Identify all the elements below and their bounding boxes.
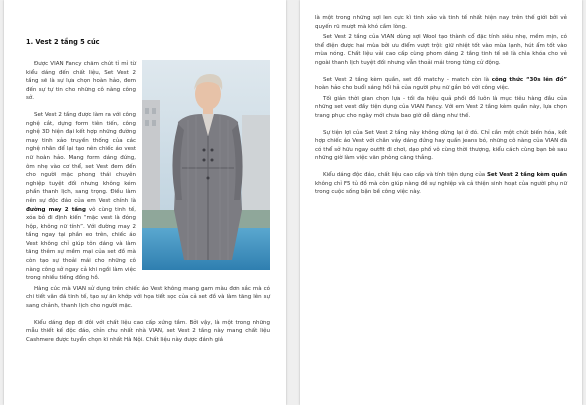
- paragraph-material: Kiểu dáng đẹp đi đôi với chất liệu cao cấp xứng tầm. Bởi vậy, là một trong những mẫu thiết kế độc đáo, chỉn chu nhất nhà VIAN, set Vest 2 tầng này mang chất liệu Cashmere được tuyển chọn kĩ nhất Hà Nội. Chất liệu này được đánh giá: [26, 319, 270, 343]
- model-photo: [142, 60, 270, 270]
- paragraph-matchy: Set Vest 2 tầng kèm quần, set đồ matchy - match còn là công thức “30s lên đồ” hoàn hảo cho buổi sáng hối hả của người phụ nữ gắn bó với công việc.: [315, 76, 567, 92]
- paragraph-buttons: Hàng cúc mà VIAN sử dụng trên chiếc áo Vest không mang gam màu đơn sắc mà có chi tiết vân đá tinh tế, tạo sự ăn khớp với họa tiết sọc của cả set đồ và làm tăng lên sự sang chảnh, thanh lịch cho người mặc.: [26, 285, 270, 310]
- model-photo-image: [142, 60, 270, 270]
- paragraph-convenience: Sự tiện lợi của Set Vest 2 tầng này không dừng lại ở đó. Chỉ cần một chút biến hóa, kết hợp chiếc áo Vest với chân váy dáng đứng hay quần jeans bó, những cô nàng của VIAN đã có thể sở hữu ngay outfit đi chơi, dạo phố vô cùng thời thượng, kiểu cách cùng bạn bè sau những giờ làm việc văn phòng căng thẳng.: [315, 129, 567, 162]
- paragraph-wool: Set Vest 2 tầng của VIAN dùng sợi Wool tạo thành cổ đặc tính siêu nhẹ, mềm mịn, có thể điện được hai mùa bởi ưu điểm vượt trội: giữ nhiệt tốt vào mùa lạnh, hút ẩm tốt vào mùa nóng. Chất liệu vải cao cấp cùng phom dáng 2 tầng tinh tế sẽ là chìa khóa cho vẻ ngoài thanh lịch tuyệt đối nhưng vẫn thoải mái trong từng cử động.: [315, 34, 567, 66]
- section-heading: 1. Vest 2 tầng 5 cúc: [26, 38, 100, 46]
- paragraph-conclusion: Kiểu dáng độc đáo, chất liệu cao cấp và tính tiện dụng của Set Vest 2 tầng kèm quần không chỉ F5 tủ đồ mà còn giúp nàng đề sự nghiệp và cả thiện sinh hoạt của người phụ nữ trong cuộc sống bận bề công việc này.: [315, 171, 567, 196]
- paragraph-intro: Được VIAN Fancy chăm chút tỉ mỉ từ kiểu dáng đến chất liệu, Set Vest 2 tầng sẽ là sự lựa chọn hoàn hảo, đem đến sự tự tin cho những cô nàng công sở.: [26, 61, 136, 102]
- paragraph-design: Set Vest 2 tầng được làm ra với công nghệ cắt, dựng form tiên tiến, công nghệ 3D hiện đại kết hợp những đường may tinh xảo truyền thống của các nghệ nhân để lại tạo nên chiếc áo vest nữ hoàn hảo. Mang form dáng đứng, ôm nhẹ vào cơ thể, set Vest đem đến cho người mặc phong thái chuyên nghiệp tuyệt đối nhưng không kém phần thanh lịch, sang trọng. Điều làm nên sự độc đáo của em Vest chính là đường may 2 tầng vô cùng tinh tế, xóa bỏ đi định kiến “mặc vest là đóng hộp, không nữ tính”. Với đường may 2 tầng ngay tại phần eo trên, chiếc áo Vest không chỉ giúp tôn dáng và làm tăng thêm sự mềm mại của set đồ mà còn tạo sự thoải mái cho những cô nàng công sở ngay cả khi ngồi làm việc trong nhiều tiếng đồng hồ.: [26, 111, 137, 282]
- document-page-right: [300, 0, 582, 405]
- document-page-left: [4, 0, 286, 405]
- page-right-content: [315, 14, 567, 197]
- paragraph-cashmere: là một trong những sợi len cực kì tinh xảo và tinh tế nhất hiện nay trên thế giới bởi vẻ quyến rũ mượt mà khó cầm lòng.: [315, 15, 567, 30]
- page-left-content: [26, 38, 270, 344]
- paragraph-minimal: Tối giản thời gian chọn lựa - tối đa hiệu quả phối đồ luôn là mục tiêu hàng đầu của những set vest đầy tiện dụng của VIAN Fancy. Với em Vest 2 tầng kèm quần này, lựa chọn trang phục cho ngày mới chưa bao giờ dễ dàng như thế.: [315, 95, 567, 119]
